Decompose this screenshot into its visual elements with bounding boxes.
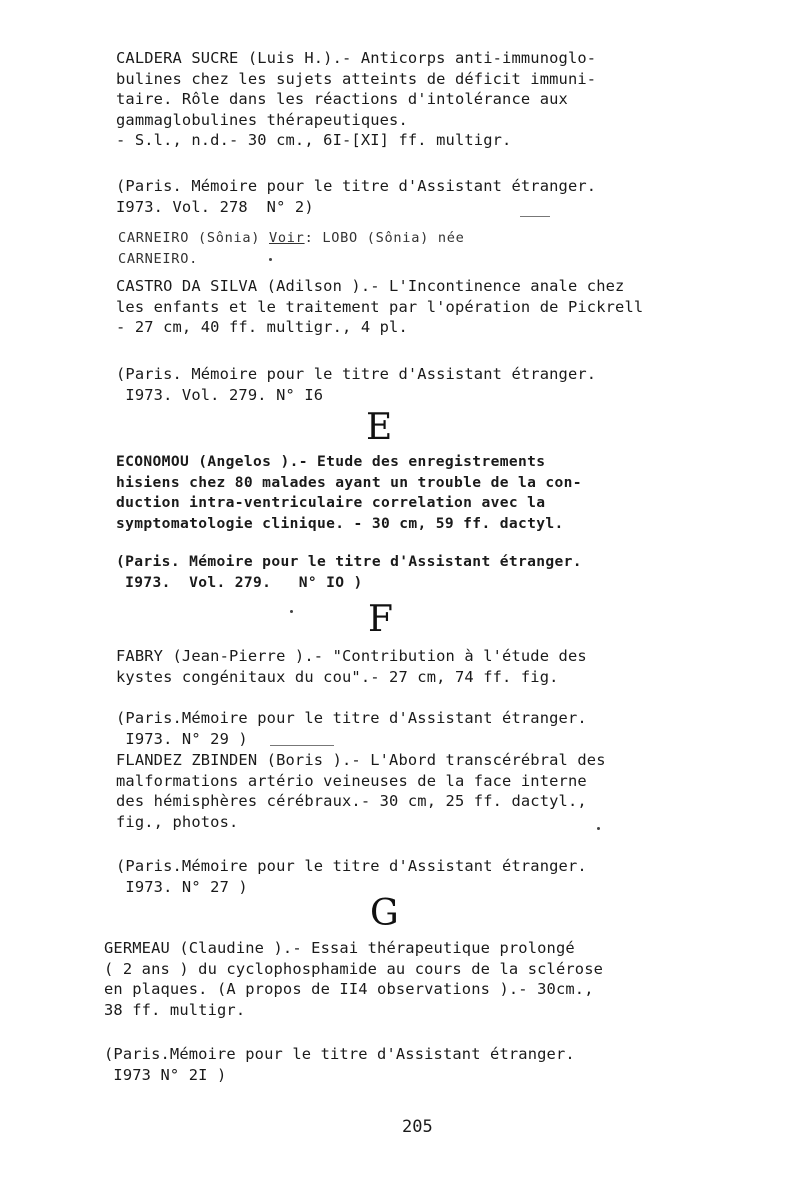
entry-line: FABRY (Jean-Pierre ).- "Contribution à l'étude des — [116, 647, 587, 665]
pencil-mark — [520, 216, 550, 217]
entry-line: gammaglobulines thérapeutiques. — [116, 110, 408, 129]
section-letter-e: E — [366, 407, 393, 448]
entry-line: fig., photos. — [116, 812, 239, 831]
scan-speck — [597, 827, 600, 830]
entry-line: les enfants et le traitement par l'opération de Pickrell — [116, 297, 644, 316]
entry-economou — [116, 452, 582, 534]
scan-speck — [269, 258, 272, 261]
entry-castro-da-silva — [116, 276, 643, 338]
note-line: I973 N° 2I ) — [104, 1065, 227, 1084]
entry-economou-note — [116, 552, 582, 593]
note-line: I973. N° 29 ) — [116, 729, 248, 748]
see-link[interactable]: Voir — [269, 230, 305, 246]
page-number: 205 — [402, 1117, 433, 1137]
note-line: (Paris.Mémoire pour le titre d'Assistant étranger. — [116, 857, 587, 875]
entry-carneiro-crossref — [118, 228, 465, 269]
entry-line: hisiens chez 80 malades ayant un trouble de la con- — [116, 473, 582, 491]
entry-caldera-sucre — [116, 48, 596, 151]
section-letter-g: G — [370, 893, 399, 934]
entry-castro-note — [116, 364, 596, 405]
entry-fabry-note — [116, 708, 587, 749]
entry-germeau — [104, 938, 603, 1020]
entry-line: ECONOMOU (Angelos ).- Etude des enregistrements — [116, 453, 546, 470]
crossref-name: CARNEIRO (Sônia) — [118, 230, 270, 246]
entry-line: - 27 cm, 40 ff. multigr., 4 pl. — [116, 318, 408, 336]
entry-line: taire. Rôle dans les réactions d'intolérance aux — [116, 90, 568, 108]
note-line: I973. Vol. 278 N° 2) — [116, 197, 314, 216]
entry-line: CASTRO DA SILVA (Adilson ).- L'Incontinence anale chez — [116, 277, 625, 295]
crossref-line — [118, 228, 465, 249]
entry-line: GERMEAU (Claudine ).- Essai thérapeutique prolongé — [104, 939, 575, 957]
pencil-mark — [270, 745, 334, 746]
entry-line: en plaques. (A propos de II4 observations ).- 30cm., — [104, 980, 594, 998]
scan-speck — [290, 610, 293, 613]
crossref-target: : LOBO (Sônia) née — [304, 230, 465, 246]
entry-line: FLANDEZ ZBINDEN (Boris ).- L'Abord transcérébral des — [116, 751, 606, 769]
note-line: (Paris.Mémoire pour le titre d'Assistant étranger. — [104, 1045, 575, 1063]
entry-line: des hémisphères cérébraux.- 30 cm, 25 ff. dactyl., — [116, 792, 587, 810]
section-letter-f: F — [368, 599, 393, 640]
entry-fabry — [116, 646, 587, 687]
entry-flandez-zbinden — [116, 750, 606, 832]
entry-line: duction intra-ventriculaire correlation avec la — [116, 494, 546, 511]
crossref-line-2: CARNEIRO. — [118, 250, 198, 267]
note-line: (Paris.Mémoire pour le titre d'Assistant étranger. — [116, 709, 587, 727]
entry-flandez-note — [116, 856, 587, 897]
note-line: I973. Vol. 279. N° I6 — [116, 385, 324, 404]
note-line: (Paris. Mémoire pour le titre d'Assistant étranger. — [116, 177, 597, 195]
note-line: I973. Vol. 279. N° IO ) — [116, 573, 363, 591]
note-line: (Paris. Mémoire pour le titre d'Assistant étranger. — [116, 365, 597, 383]
note-line: I973. N° 27 ) — [116, 877, 248, 896]
entry-line: CALDERA SUCRE (Luis H.).- Anticorps anti-immunoglo- — [116, 49, 597, 67]
entry-line: - S.l., n.d.- 30 cm., 6I-[XI] ff. multigr. — [116, 131, 512, 149]
entry-line: bulines chez les sujets atteints de déficit immuni- — [116, 69, 597, 88]
entry-line: kystes congénitaux du cou".- 27 cm, 74 ff. fig. — [116, 667, 559, 686]
entry-line: 38 ff. multigr. — [104, 1000, 246, 1019]
entry-line: ( 2 ans ) du cyclophosphamide au cours de la sclérose — [104, 959, 604, 978]
note-line: (Paris. Mémoire pour le titre d'Assistant étranger. — [116, 553, 582, 570]
entry-line: symptomatologie clinique. - 30 cm, 59 ff. dactyl. — [116, 514, 564, 532]
entry-germeau-note — [104, 1044, 575, 1085]
entry-caldera-note — [116, 176, 596, 217]
entry-line: malformations artério veineuses de la face interne — [116, 771, 587, 790]
